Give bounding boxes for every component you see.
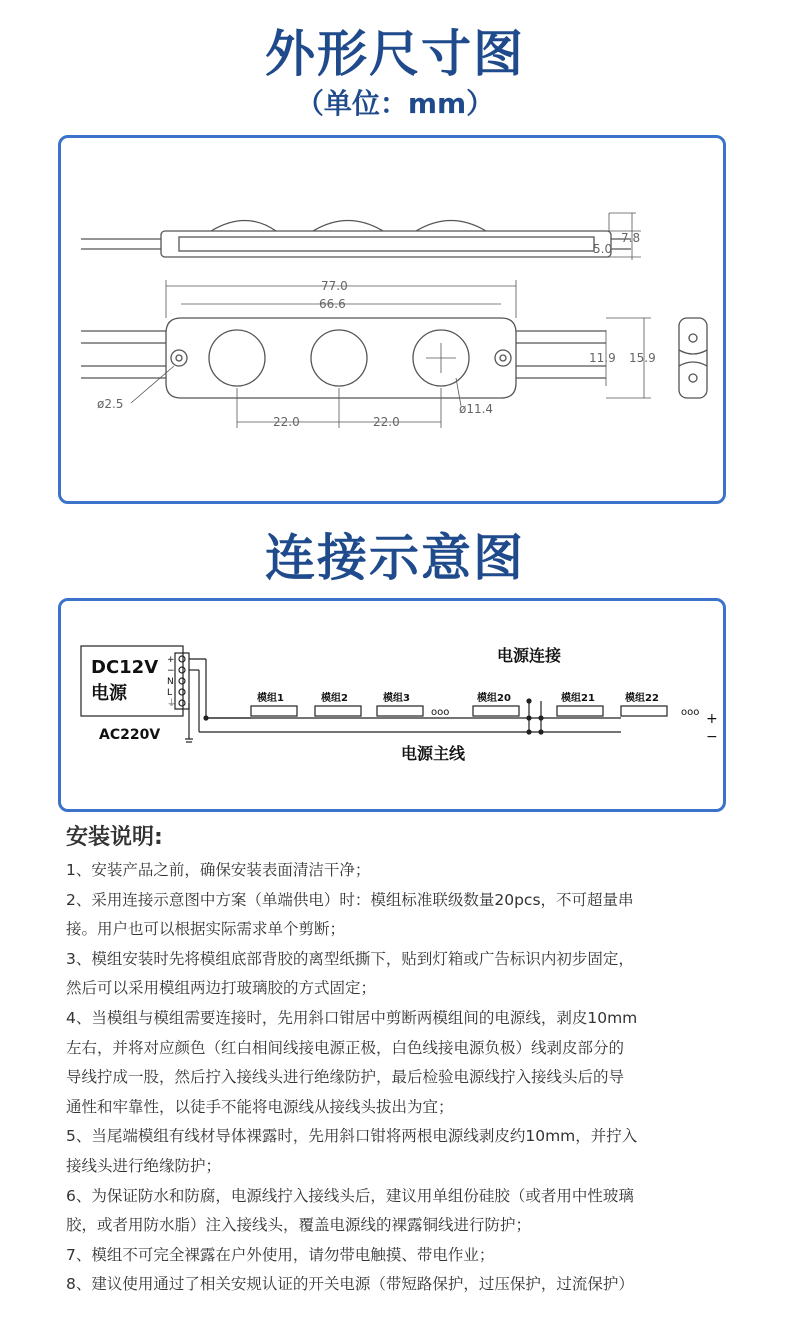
install-line: 3、模组安装时先将模组底部背胶的离型纸撕下，贴到灯箱或广告标识内初步固定，	[66, 949, 634, 968]
install-line: 通性和牢靠性，以徒手不能将电源线从接线头拔出为宜；	[66, 1097, 454, 1116]
install-line: 5、当尾端模组有线材导体裸露时，先用斜口钳将两根电源线剥皮约10mm，并拧入	[66, 1127, 638, 1146]
minus-sign: −	[706, 729, 718, 745]
side-lens-3	[416, 221, 486, 232]
dim-114: ø11.4	[459, 402, 494, 416]
module-2-label: 模组2	[321, 693, 348, 704]
dim-77: 77.0	[321, 279, 348, 293]
install-line: 然后可以采用模组两边打玻璃胶的方式固定；	[66, 979, 377, 998]
dim-78: 7.8	[621, 231, 641, 245]
pin-minus: −	[167, 666, 175, 676]
dimension-drawing-frame	[58, 135, 726, 504]
module-2-box	[315, 706, 361, 716]
power-box-label: 电源	[91, 683, 127, 704]
dim-25: ø2.5	[97, 397, 124, 411]
module-20-box	[473, 706, 519, 716]
dim-159: 15.9	[629, 351, 656, 365]
dim-22b: 22.0	[373, 415, 400, 429]
connection-title: 连接示意图	[265, 529, 525, 587]
ellipsis-1: ooo	[431, 707, 450, 718]
end-view	[679, 318, 707, 398]
power-box-input: AC220V	[99, 727, 161, 743]
install-line: 4、当模组与模组需要连接时，先用斜口钳居中剪断两模组间的电源线，剥皮10mm	[66, 1008, 638, 1027]
pin-ground: ⏚	[167, 699, 177, 709]
unit-subtitle: （单位：mm）	[295, 87, 495, 120]
install-line: 胶，或者用防水脂）注入接线头，覆盖电源线的裸露铜线进行防护；	[66, 1216, 532, 1235]
ellipsis-2: ooo	[681, 707, 700, 718]
side-lens-1	[211, 221, 276, 232]
connection-diagram	[61, 601, 723, 809]
side-body-inner	[179, 237, 594, 251]
install-list	[66, 856, 726, 1300]
module-22-label: 模组22	[625, 693, 659, 704]
pin-n: N	[167, 677, 174, 687]
module-20-label: 模组20	[477, 693, 511, 704]
side-lens-2	[313, 221, 383, 232]
install-line: 6、为保证防水和防腐，电源线拧入接线头后，建议用单组份硅胶（或者用中性玻璃	[66, 1186, 634, 1205]
install-line: 导线拧成一股，然后拧入接线头进行绝缘防护，最后检验电源线拧入接线头后的导	[66, 1068, 625, 1087]
module-21-label: 模组21	[561, 693, 595, 704]
dim-119: 11.9	[589, 351, 616, 365]
module-22-box	[621, 706, 667, 716]
dim-22a: 22.0	[273, 415, 300, 429]
dim-666: 66.6	[319, 297, 346, 311]
install-line: 7、模组不可完全裸露在户外使用，请勿带电触摸、带电作业；	[66, 1245, 495, 1264]
lens-1	[209, 330, 265, 386]
plus-sign: +	[706, 711, 718, 727]
mount-hole-left	[171, 350, 187, 366]
install-line: 8、建议使用通过了相关安规认证的开关电源（带短路保护，过压保护，过流保护）	[66, 1275, 634, 1294]
install-line: 接线头进行绝缘防护；	[66, 1156, 222, 1175]
module-21-box	[557, 706, 603, 716]
mount-hole-right	[495, 350, 511, 366]
pin-l: L	[167, 688, 173, 698]
main-line-label: 电源主线	[401, 744, 466, 763]
side-body	[161, 231, 611, 257]
module-1-box	[251, 706, 297, 716]
install-title: 安装说明:	[66, 825, 163, 850]
module-3-box	[377, 706, 423, 716]
install-line: 2、采用连接示意图中方案（单端供电）时：模组标准联级数量20pcs，不可超量串	[66, 890, 634, 909]
dimension-drawing	[61, 138, 723, 501]
lens-2	[311, 330, 367, 386]
install-line: 1、安装产品之前，确保安装表面清洁干净；	[66, 861, 371, 879]
install-line: 左右，并将对应颜色（红白相间线接电源正极，白色线接电源负极）线剥皮部分的	[66, 1038, 625, 1057]
dim-5: 5.0	[593, 242, 613, 256]
connection-diagram-frame	[58, 598, 726, 812]
module-1-label: 模组1	[257, 693, 284, 704]
module-3-label: 模组3	[383, 693, 410, 704]
power-link-label: 电源连接	[497, 646, 562, 665]
dimension-title: 外形尺寸图	[265, 25, 525, 83]
power-box-model: DC12V	[91, 657, 159, 678]
install-line: 接。用户也可以根据实际需求单个剪断；	[66, 920, 346, 939]
pin-plus: +	[167, 655, 175, 665]
